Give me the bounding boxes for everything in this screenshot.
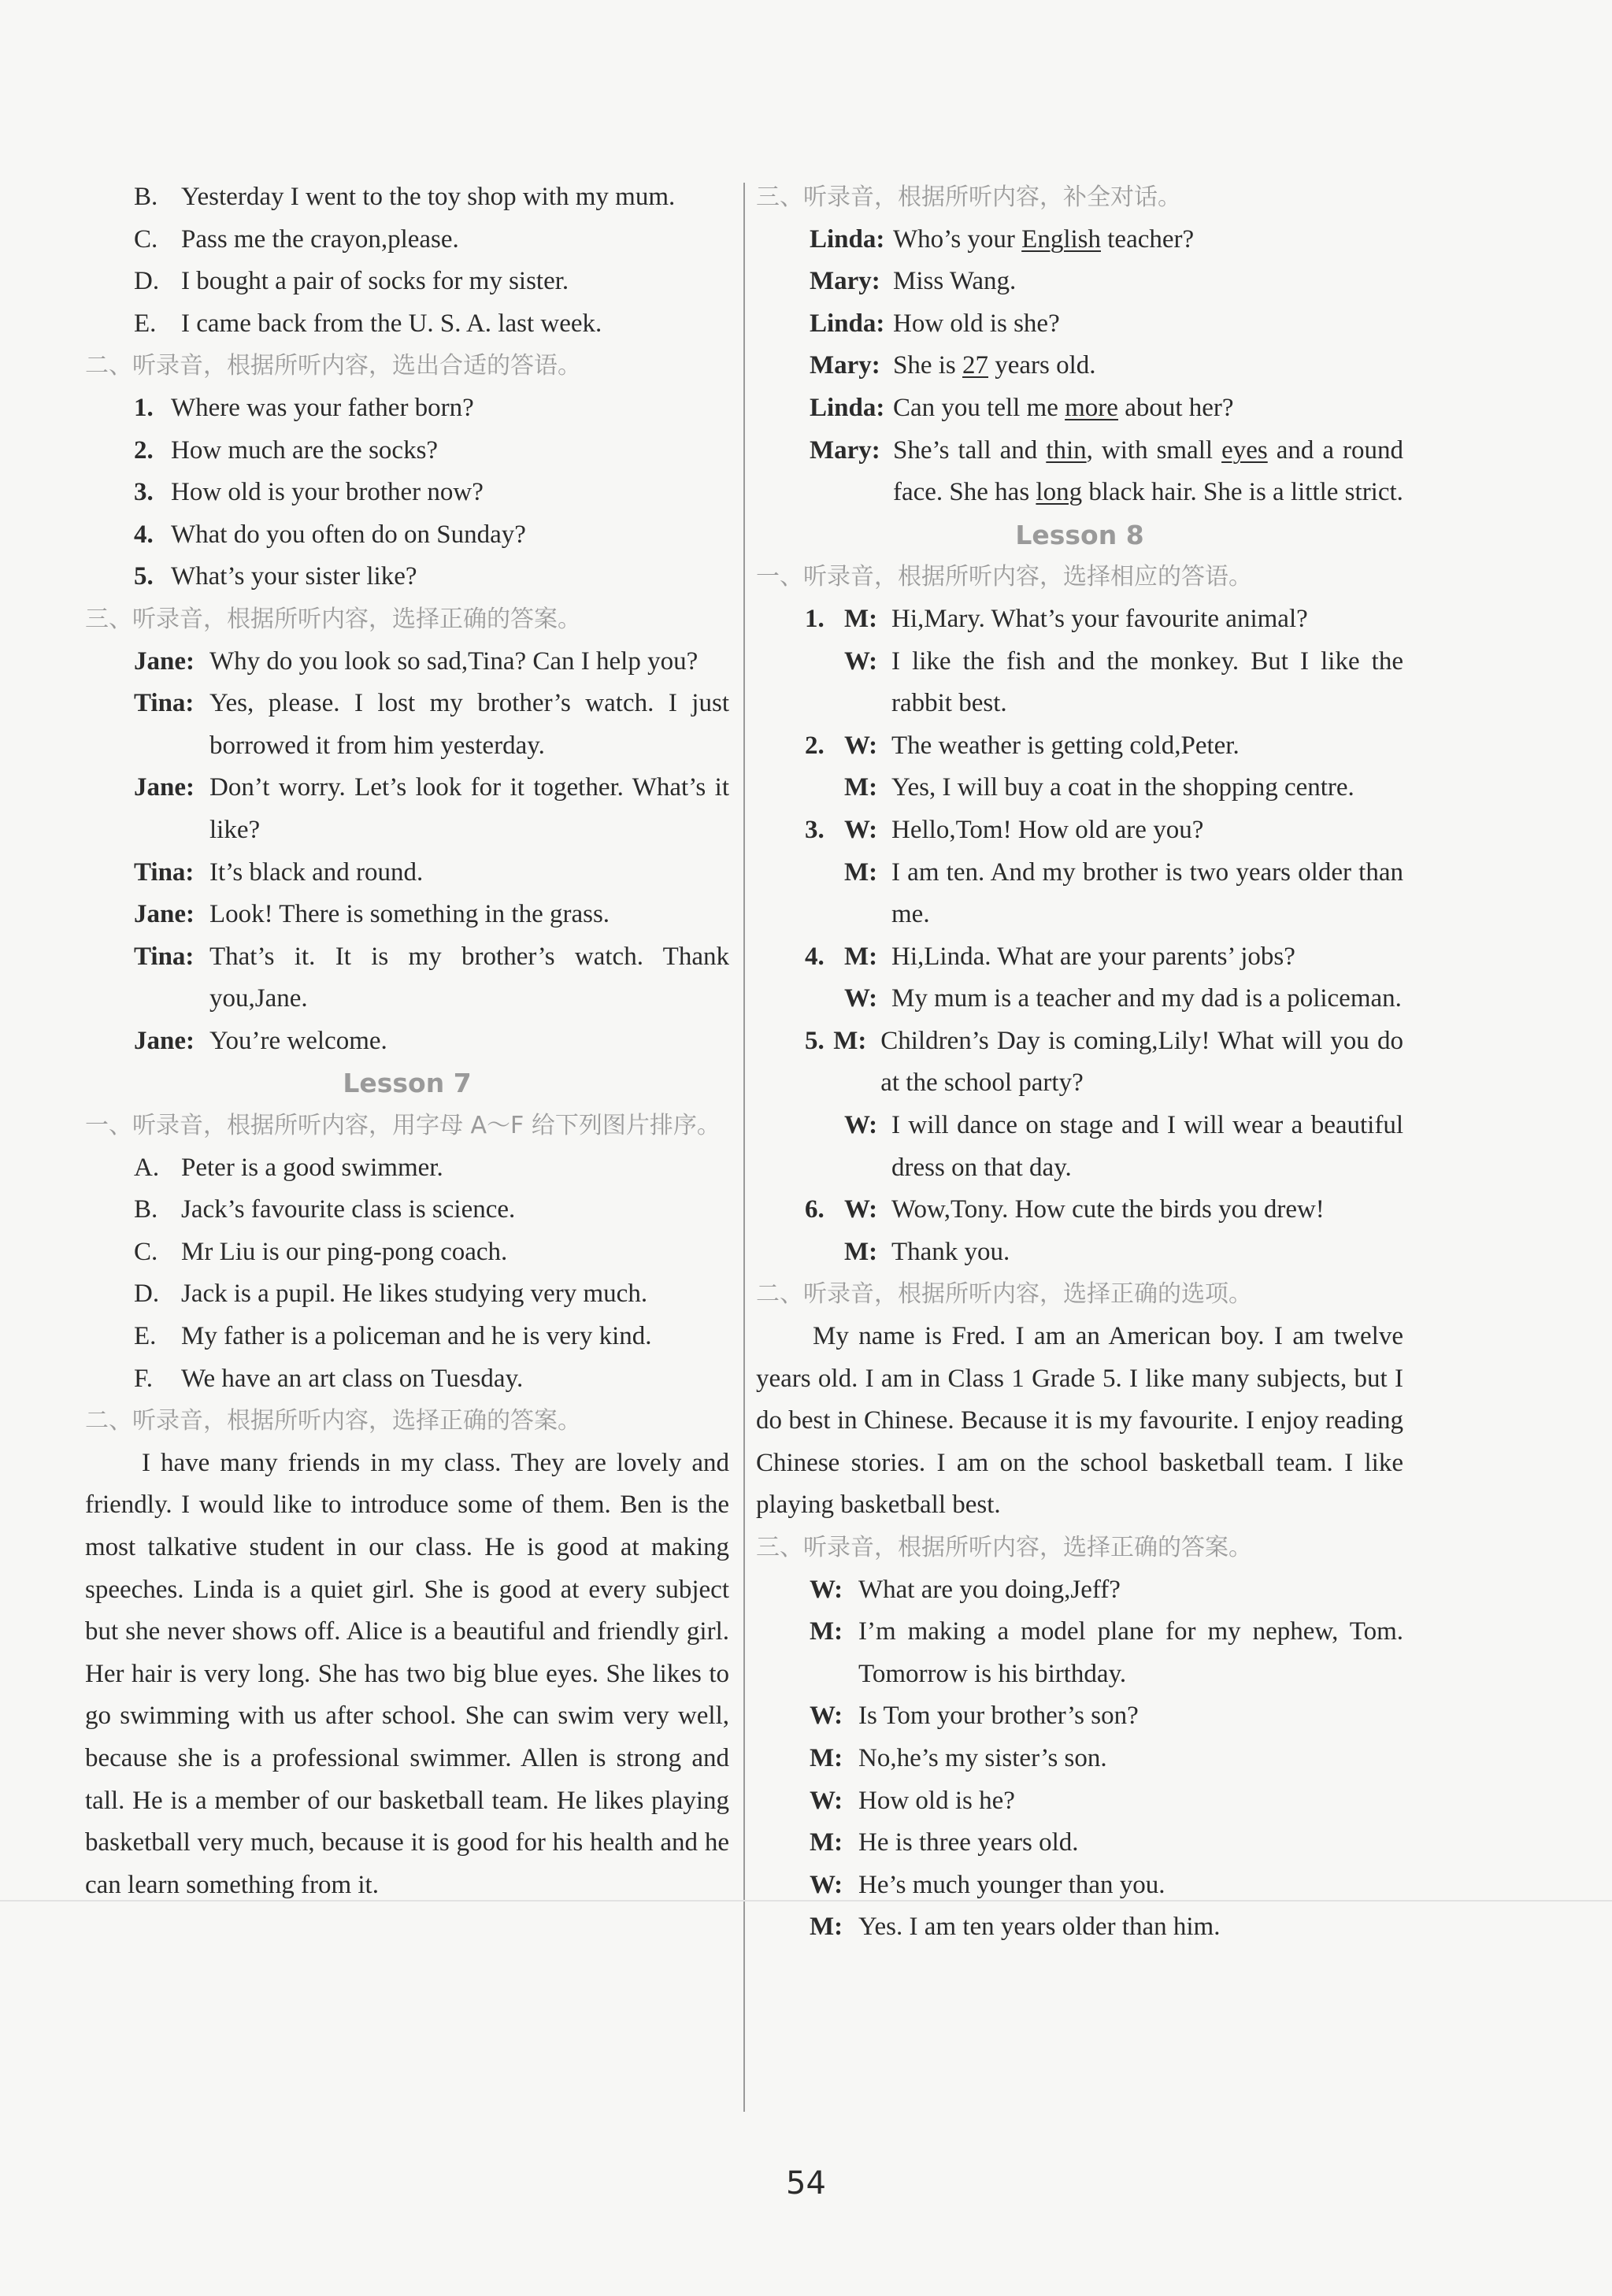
speaker-label: W:: [844, 646, 878, 676]
option-item: [85, 1231, 729, 1274]
question-item: [85, 387, 729, 430]
speaker-label: M:: [833, 1026, 867, 1055]
dialogue-text: It’s black and round.: [209, 857, 424, 887]
item-label: D.: [134, 267, 160, 296]
dialogue-text: Hi,Linda. What are your parents’ jobs?: [891, 942, 1295, 971]
item-label: 4.: [134, 520, 154, 549]
dialogue-line: [85, 683, 729, 767]
dialogue-line: [756, 1738, 1403, 1780]
lesson6-part2-heading: 二、听录音，根据所听内容，选出合适的答语。: [85, 352, 581, 380]
speaker-label: W:: [810, 1786, 843, 1815]
dialogue-text: My mum is a teacher and my dad is a policeman.: [891, 984, 1402, 1013]
question-item: [85, 514, 729, 557]
dialogue-text: Why do you look so sad,Tina? Can I help you?: [209, 646, 699, 676]
dialogue-line: [756, 641, 1403, 725]
answer-blank: English: [1021, 224, 1101, 254]
answer-blank: eyes: [1221, 435, 1268, 465]
item-number: 1.: [805, 604, 825, 633]
text-after: years old.: [988, 351, 1096, 380]
dialogue-line: [756, 387, 1403, 430]
text-before: Miss Wang.: [893, 267, 1017, 296]
answer-blank: 27: [962, 351, 989, 380]
answer-blank: more: [1065, 393, 1118, 422]
dialogue-text: That’s it. It is my brother’s watch. Thank you,Jane.: [209, 942, 729, 1013]
speaker-label: Tina:: [134, 857, 195, 887]
dialogue-text: [893, 345, 1403, 387]
item-label: E.: [134, 309, 157, 338]
right-column: [756, 176, 1403, 1949]
dialogue-text: Hello,Tom! How old are you?: [891, 815, 1204, 844]
dialogue-line: [756, 303, 1403, 346]
item-text: I bought a pair of socks for my sister.: [181, 267, 569, 296]
left-column: [85, 176, 729, 1906]
speaker-label: M:: [844, 1237, 878, 1266]
speaker-label: Jane:: [134, 646, 195, 676]
dialogue-text: [893, 261, 1403, 303]
option-item: [85, 1147, 729, 1190]
item-number: 3.: [805, 815, 825, 844]
answer-blank: long: [1036, 478, 1083, 507]
item-text: Where was your father born?: [171, 393, 474, 422]
dialogue-line: [756, 219, 1403, 261]
dialogue-line: [85, 767, 729, 851]
option-item: [85, 1273, 729, 1316]
speaker-label: Linda:: [810, 224, 885, 254]
item-text: Jack’s favourite class is science.: [181, 1195, 516, 1224]
dialogue-line: [756, 1189, 1403, 1231]
lesson8-part2-passage: My name is Fred. I am an American boy. I am twelve years old. I am in Class 1 Grade 5. I like many subjects, but I do best in Chinese. Because it is my favourite. I enjoy reading Chinese stories. I am on the school basketball team. I like playing basketball best.: [756, 1322, 1403, 1520]
speaker-label: Linda:: [810, 309, 885, 338]
dialogue-text: Hi,Mary. What’s your favourite animal?: [891, 604, 1308, 633]
option-item: [85, 1316, 729, 1358]
item-text: How much are the socks?: [171, 435, 439, 465]
dialogue-line: [756, 1780, 1403, 1823]
lesson8-part3-dialogue: [756, 1569, 1403, 1949]
dialogue-text: I will dance on stage and I will wear a beautiful dress on that day.: [891, 1111, 1403, 1182]
item-label: F.: [134, 1364, 153, 1393]
dialogue-line: [756, 725, 1403, 768]
speaker-label: W:: [844, 1111, 878, 1140]
dialogue-line: [756, 1020, 1403, 1105]
dialogue-line: [756, 1906, 1403, 1949]
dialogue-line: [85, 641, 729, 683]
text-before: How old is she?: [893, 309, 1060, 338]
item-text: My father is a policeman and he is very kind.: [181, 1322, 652, 1351]
item-text: Mr Liu is our ping-pong coach.: [181, 1237, 508, 1266]
item-number: 6.: [805, 1195, 825, 1224]
dialogue-text: How old is he?: [858, 1786, 1015, 1815]
speaker-label: M:: [810, 1913, 843, 1942]
speaker-label: Linda:: [810, 393, 885, 422]
dialogue-line: [756, 1611, 1403, 1695]
item-text: Peter is a good swimmer.: [181, 1153, 443, 1182]
dialogue-line: [756, 936, 1403, 979]
dialogue-line: [85, 936, 729, 1020]
item-text: What do you often do on Sunday?: [171, 520, 526, 549]
item-text: What’s your sister like?: [171, 562, 417, 591]
item-label: 5.: [134, 562, 154, 591]
question-item: [85, 472, 729, 514]
dialogue-text: [893, 387, 1403, 430]
speaker-label: M:: [810, 1617, 843, 1646]
item-label: 1.: [134, 393, 154, 422]
item-label: C.: [134, 224, 158, 254]
lesson7-title: Lesson 7: [343, 1068, 472, 1099]
dialogue-line: [756, 598, 1403, 641]
speaker-label: W:: [844, 984, 878, 1013]
dialogue-text: Don’t worry. Let’s look for it together. What’s it like?: [209, 773, 729, 844]
speaker-label: W:: [844, 1195, 878, 1224]
dialogue-line: [756, 1822, 1403, 1865]
dialogue-line: [756, 430, 1403, 514]
speaker-label: W:: [810, 1870, 843, 1899]
dialogue-text: You’re welcome.: [209, 1026, 387, 1055]
speaker-label: W:: [844, 815, 878, 844]
speaker-label: Jane:: [134, 773, 195, 802]
dialogue-line: [85, 894, 729, 936]
dialogue-text: [893, 219, 1403, 261]
option-item: [85, 303, 729, 346]
dialogue-line: [85, 852, 729, 894]
dialogue-text: No,he’s my sister’s son.: [858, 1743, 1107, 1772]
lesson6-part3-heading: 三、听录音，根据所听内容，选择正确的答案。: [85, 605, 581, 633]
speaker-label: M:: [810, 1828, 843, 1857]
speaker-label: W:: [810, 1702, 843, 1731]
speaker-label: M:: [844, 604, 878, 633]
item-number: 5.: [805, 1026, 825, 1055]
lesson7-part2-passage: I have many friends in my class. They are lovely and friendly. I would like to introduce some of them. Ben is the most talkative student in our class. He is good at making speeches. Linda is a quiet girl. She is good at every subject but she never shows off. Alice is a beautiful and friendly girl. Her hair is very long. She has two big blue eyes. She likes to go swimming with us after school. She can swim very well, because she is a professional swimmer. Allen is strong and tall. He is a member of our basketball team. He likes playing basketball very much, because it is good for his health and he can learn something from it.: [85, 1448, 729, 1899]
speaker-label: M:: [844, 773, 878, 802]
dialogue-text: Children’s Day is coming,Lily! What will you do at the school party?: [880, 1026, 1403, 1098]
item-text: Jack is a pupil. He likes studying very much.: [181, 1279, 648, 1309]
speaker-label: Jane:: [134, 900, 195, 929]
item-text: Pass me the crayon,please.: [181, 224, 459, 254]
column-divider: [743, 183, 745, 2112]
text-after: about her?: [1117, 393, 1234, 422]
dialogue-text: The weather is getting cold,Peter.: [891, 731, 1240, 760]
dialogue-text: He is three years old.: [858, 1828, 1079, 1857]
speaker-label: Mary:: [810, 267, 880, 296]
dialogue-text: Yes, please. I lost my brother’s watch. I just borrowed it from him yesterday.: [209, 689, 729, 760]
lesson7-part1-heading: 一、听录音，根据所听内容，用字母 A～F 给下列图片排序。: [85, 1112, 721, 1140]
dialogue-line: [85, 1020, 729, 1063]
dialogue-line: [756, 809, 1403, 852]
lesson6-part2-questions: [85, 387, 729, 598]
dialogue-line: [756, 1865, 1403, 1907]
option-item: [85, 1189, 729, 1231]
speaker-label: Mary:: [810, 351, 880, 380]
dialogue-line: [756, 852, 1403, 936]
speaker-label: M:: [810, 1743, 843, 1772]
item-label: B.: [134, 1195, 158, 1224]
dialogue-line: [756, 345, 1403, 387]
lesson6-part1-options: [85, 176, 729, 345]
item-number: 4.: [805, 942, 825, 971]
dialogue-text: I’m making a model plane for my nephew, Tom. Tomorrow is his birthday.: [858, 1617, 1403, 1688]
item-text: How old is your brother now?: [171, 478, 484, 507]
text-before: Who’s your: [893, 224, 1022, 254]
option-item: [85, 176, 729, 219]
dialogue-line: [756, 978, 1403, 1020]
lesson7-part2-heading: 二、听录音，根据所听内容，选择正确的答案。: [85, 1407, 581, 1435]
dialogue-text: What are you doing,Jeff?: [858, 1575, 1121, 1604]
question-item: [85, 430, 729, 472]
speaker-label: Jane:: [134, 1026, 195, 1055]
item-label: 2.: [134, 435, 154, 465]
page-number: 54: [786, 2165, 826, 2202]
speaker-label: M:: [844, 857, 878, 887]
dialogue-text: He’s much younger than you.: [858, 1870, 1165, 1899]
dialogue-text: Is Tom your brother’s son?: [858, 1702, 1139, 1731]
option-item: [85, 261, 729, 303]
dialogue-line: [756, 767, 1403, 809]
question-item: [85, 556, 729, 598]
dialogue-line: [756, 1695, 1403, 1738]
lesson7-part1-options: [85, 1147, 729, 1401]
lesson8-part2-heading: 二、听录音，根据所听内容，选择正确的选项。: [756, 1280, 1252, 1309]
item-label: C.: [134, 1237, 158, 1266]
item-label: D.: [134, 1279, 160, 1309]
speaker-label: W:: [810, 1575, 843, 1604]
item-text: Yesterday I went to the toy shop with my mum.: [181, 183, 676, 211]
speaker-label: Mary:: [810, 435, 880, 465]
dialogue-text: Wow,Tony. How cute the birds you drew!: [891, 1195, 1325, 1224]
text-after: teacher?: [1101, 224, 1195, 254]
dialogue-text: Yes, I will buy a coat in the shopping centre.: [891, 773, 1354, 802]
speaker-label: Tina:: [134, 689, 195, 718]
dialogue-line: [756, 1231, 1403, 1274]
speaker-label: W:: [844, 731, 878, 760]
speaker-label: Tina:: [134, 942, 195, 971]
lesson8-part1-items: [756, 598, 1403, 1274]
dialogue-line: [756, 1569, 1403, 1612]
item-number: 2.: [805, 731, 825, 760]
answer-blank: thin: [1046, 435, 1087, 465]
option-item: [85, 1358, 729, 1401]
item-text: We have an art class on Tuesday.: [181, 1364, 524, 1393]
lesson7-part3-dialogue: [756, 219, 1403, 430]
dialogue-line: [756, 261, 1403, 303]
lesson8-part1-heading: 一、听录音，根据所听内容，选择相应的答语。: [756, 563, 1252, 591]
item-label: E.: [134, 1322, 157, 1351]
item-label: A.: [134, 1153, 160, 1182]
lesson7-part3-heading: 三、听录音，根据所听内容，补全对话。: [756, 183, 1181, 211]
lesson8-title: Lesson 8: [1015, 519, 1144, 550]
dialogue-text: I like the fish and the monkey. But I like the rabbit best.: [891, 646, 1403, 718]
text-before: Can you tell me: [893, 393, 1065, 422]
lesson8-part3-heading: 三、听录音，根据所听内容，选择正确的答案。: [756, 1534, 1252, 1561]
dialogue-text: Look! There is something in the grass.: [209, 900, 610, 929]
speaker-label: M:: [844, 942, 878, 971]
dialogue-line: [756, 1105, 1403, 1189]
dialogue-text: I am ten. And my brother is two years older than me.: [891, 857, 1403, 929]
dialogue-text: Yes. I am ten years older than him.: [858, 1913, 1221, 1942]
dialogue-text: Thank you.: [891, 1237, 1010, 1266]
item-label: B.: [134, 183, 158, 211]
lesson6-part3-dialogue: [85, 641, 729, 1063]
dialogue-text: She’s tall and thin, with small eyes and a round face. She has long black hair. She is a little strict.: [893, 435, 1403, 507]
text-before: She is: [893, 351, 963, 380]
item-label: 3.: [134, 478, 154, 507]
item-text: I came back from the U. S. A. last week.: [181, 309, 602, 338]
dialogue-text: [893, 303, 1403, 346]
option-item: [85, 219, 729, 261]
